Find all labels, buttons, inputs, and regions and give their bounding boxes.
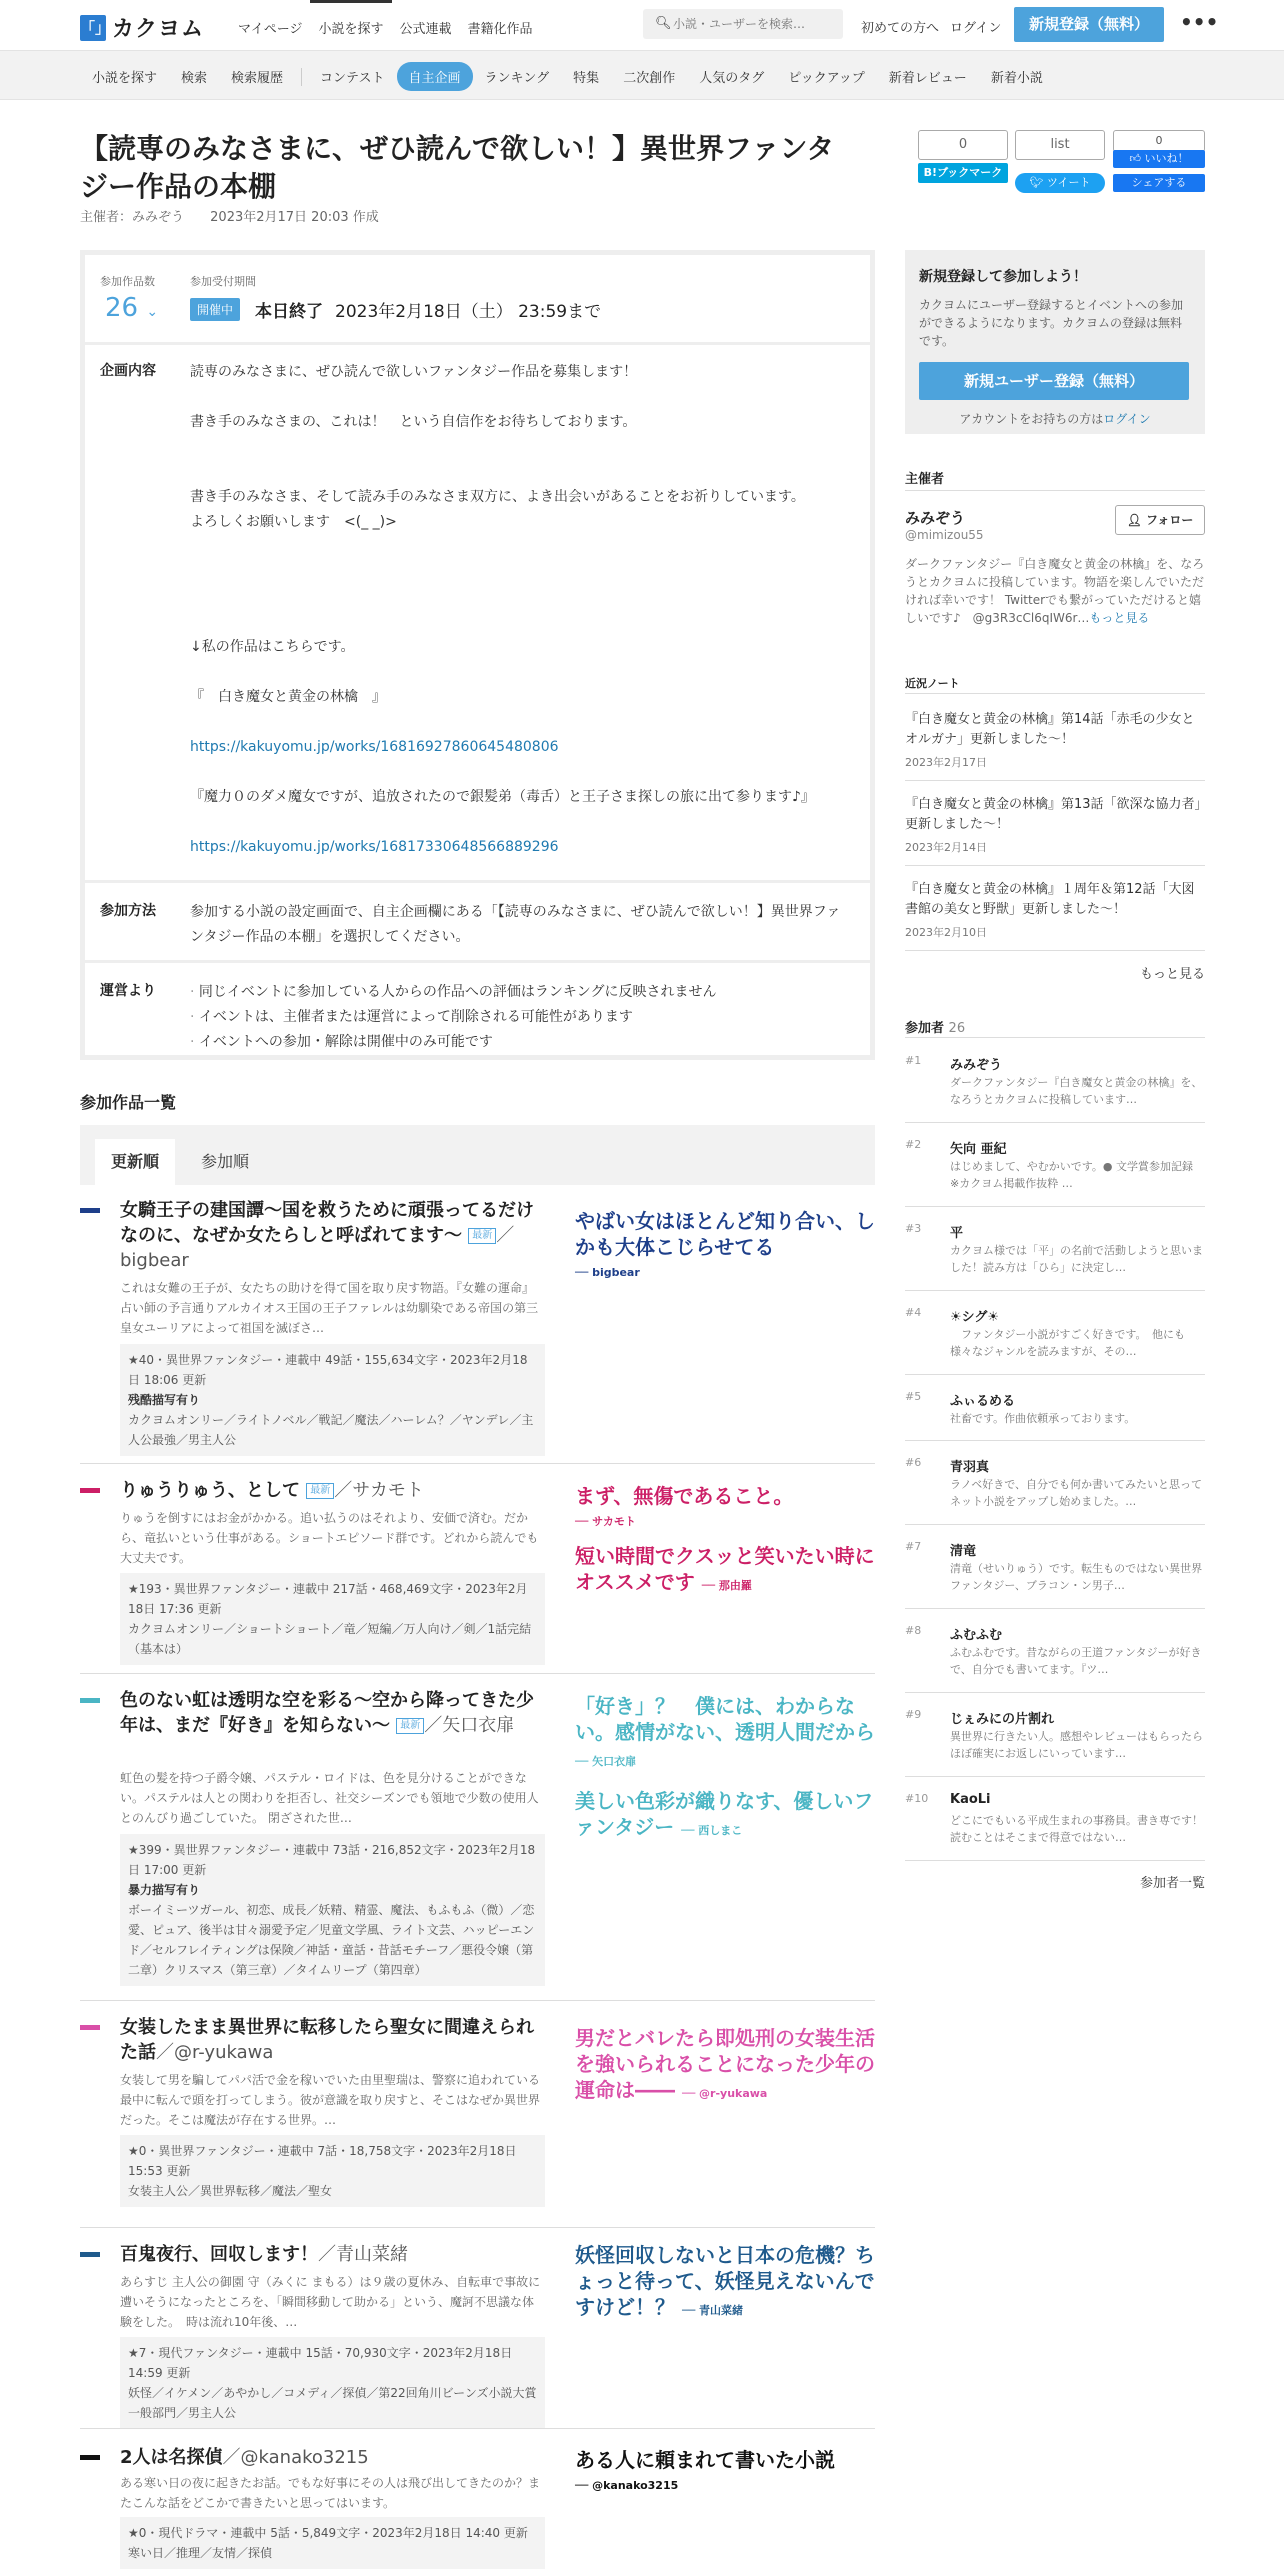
rules-list [190, 980, 850, 1055]
list-button[interactable]: list [1015, 130, 1105, 160]
nav-find-novels[interactable]: 小説を探す [310, 0, 391, 50]
subnav-find[interactable]: 小説を探す [92, 71, 158, 86]
event-info-box [80, 250, 875, 1060]
subnav-new-reviews[interactable]: 新着レビュー [888, 71, 967, 86]
work-author[interactable]: ／@r-yukawa [156, 2042, 274, 2063]
desc-line: 『 白き魔女と黄金の林檎 』 [190, 689, 386, 705]
participants-heading-text: 参加者 [905, 1021, 945, 1036]
desc-line: ↓私の作品はこちらです。 [190, 639, 355, 655]
work-title[interactable] [120, 1198, 540, 1273]
nav-official-serial[interactable]: 公式連載 [399, 22, 452, 37]
participants-heading [905, 1017, 965, 1036]
work-title-text[interactable]: 2人は名探偵 [120, 2447, 223, 2468]
catchphrase-text: 美しい色彩が織りなす、優しいファンタジー [575, 1789, 874, 1839]
catchphrase-text: 「好き」？ 僕には、わからない。感情がない、透明人間だから [575, 1694, 875, 1744]
divider [905, 1692, 1205, 1693]
work-link-2[interactable]: https://kakuyomu.jp/works/16817330648566889296 [190, 839, 559, 855]
created-date: 2023年2月17日 20:03 作成 [210, 210, 379, 225]
twitter-bird-icon: 🐦︎ [1029, 176, 1044, 189]
divider [80, 2428, 875, 2429]
work-meta [120, 1573, 545, 1665]
participant-rank: #10 [905, 1792, 929, 1805]
note-date: 2023年2月10日 [905, 926, 987, 939]
method-label: 参加方法 [100, 903, 156, 919]
status-badge: 開催中 [190, 298, 240, 321]
work-title[interactable] [120, 2015, 540, 2065]
hatena-bookmark-button[interactable]: B!ブックマーク [918, 163, 1008, 183]
work-desc: 虹色の髪を持つ子爵令嬢、パステル・ロイドは、色を見分けることができない。パステルは人との関わりを拒否し、社交シーズンでも領地で少数の使用人とのんびり過ごしていた。 閉ざされた世… [120, 1771, 539, 1825]
new-badge: 最新 [396, 1718, 424, 1734]
work-tags[interactable]: カクヨムオンリー／ライトノベル／戦記／魔法／ハーレム？／ヤンデレ／主人公最強／男主人公 [128, 1413, 534, 1447]
work-stats: ★399・異世界ファンタジー・連載中 73話・216,852文字・2023年2月18日 17:00 更新 [128, 1843, 536, 1877]
works-section-title: 参加作品一覧 [80, 1093, 177, 1112]
rule-item: · イベントは、主催者または運営によって削除される可能性があります [190, 1005, 850, 1030]
note-date: 2023年2月14日 [905, 841, 987, 854]
subnav-feature[interactable]: 特集 [573, 71, 600, 86]
work-author[interactable]: ／@kanako3215 [222, 2447, 369, 2468]
work-desc: これは女難の王子が、女たちの助けを得て国を取り戻す物語。『女難の運命』 占い師の予言通りアルカイオス王国の王子ファレルは幼馴染である帝国の第三皇女ユーリアによって祖国を滅ぼさ… [120, 1281, 541, 1335]
register-button[interactable]: 新規ユーザー登録（無料） [919, 362, 1189, 400]
work-title-text[interactable]: 女装したまま異世界に転移したら聖女に間違えられた話 [120, 2017, 534, 2063]
divider [905, 1860, 1205, 1861]
note-item[interactable] [905, 710, 1205, 770]
work-color-bar [80, 2025, 100, 2030]
divider [905, 1206, 1205, 1207]
work-author[interactable]: ／青山菜緒 [318, 2244, 408, 2265]
participant-desc: ファンタジー小説がすごく好きです。 他にも様々なジャンルを読みますが、その… [950, 1328, 1185, 1358]
catchphrase-by: ── サカモト [575, 1515, 636, 1528]
rule-item: · イベントへの参加・解除は開催中のみ可能です [190, 1030, 850, 1055]
divider [905, 1122, 1205, 1123]
participant-desc: ダークファンタジー『白き魔女と黄金の林檎』を、なろうとカクヨムに投稿しています… [950, 1076, 1203, 1106]
tab-updated-order[interactable]: 更新順 [95, 1139, 175, 1185]
catchphrase [575, 1693, 875, 1775]
catchphrase-by: ── @kanako3215 [575, 2479, 679, 2492]
new-badge: 最新 [306, 1483, 334, 1499]
logo-mark: 「」 [80, 15, 106, 41]
participants-count: 26 [948, 1021, 966, 1036]
catchphrase-text: 短い時間でクスッと笑いたい時にオススメです [575, 1544, 875, 1594]
catchphrase-by: ── 矢口衣扉 [575, 1755, 637, 1768]
note-title[interactable]: 『白き魔女と黄金の林檎』第14話「赤毛の少女とオルガナ」更新しました～！ [905, 712, 1195, 747]
divider [80, 2227, 875, 2228]
participant-desc: 清竜（せいりゅう）です。転生ものではない異世界ファンタジー、ブラコン・ン男子… [950, 1562, 1203, 1592]
works-tabs [80, 1125, 875, 1185]
catchphrase-text: ある人に頼まれて書いた小説 [575, 2448, 835, 2472]
work-meta [120, 1834, 545, 1986]
participant-rank: #9 [905, 1708, 922, 1721]
owner-id[interactable]: @mimizou55 [905, 528, 984, 542]
desc-line: よろしくお願いします <(_ _)> [190, 514, 397, 530]
ends-today: 本日終了 [255, 302, 323, 322]
participant-rank: #6 [905, 1456, 922, 1469]
login-link[interactable]: ログイン [950, 21, 1002, 36]
catchphrase [575, 2242, 875, 2324]
fb-like-count: 0 [1113, 130, 1205, 152]
participants-more-link[interactable]: 参加者一覧 [1139, 1876, 1205, 1891]
work-title-text[interactable]: 百鬼夜行、回収します！ [120, 2244, 318, 2265]
divider [905, 1440, 1205, 1441]
desc-label: 企画内容 [100, 363, 156, 379]
participant-name[interactable]: 青羽真 [950, 1460, 990, 1475]
divider [80, 2000, 875, 2001]
subnav-search[interactable]: 検索 [181, 71, 208, 86]
owner-bio [905, 555, 1205, 627]
sidebar-login-link[interactable]: ログイン [1103, 412, 1151, 426]
subnav-pickup[interactable]: ピックアップ [788, 71, 865, 86]
work-tags[interactable]: カクヨムオンリー／ショートショート／竜／短編／万人向け／剣／1話完結（基本は） [128, 1622, 532, 1656]
notes-heading: 近況ノート [905, 677, 960, 690]
divider [80, 1673, 875, 1674]
follow-button[interactable] [1115, 505, 1205, 535]
subnav-user-event[interactable]: 自主企画 [397, 62, 473, 91]
period-label: 参加受付期間 [190, 275, 256, 288]
subnav-divider [301, 68, 302, 86]
participant-desc: 異世界に行きたい人。感想やレビューはもらったらほぼ確実にお返しにいっています… [950, 1730, 1203, 1760]
search-input[interactable] [673, 13, 833, 35]
tweet-button[interactable] [1015, 173, 1105, 193]
catchphrase-by: ── @r-yukawa [681, 2087, 768, 2100]
join-box [905, 250, 1205, 434]
participant-rank: #8 [905, 1624, 922, 1637]
note-title[interactable]: 『白き魔女と黄金の林檎』第13話「欲深な協力者」更新しました～！ [905, 797, 1202, 832]
work-title-text[interactable]: りゅうりゅう、として [120, 1480, 300, 1501]
fb-share-button[interactable]: シェアする [1113, 174, 1205, 192]
notes-more-link[interactable]: もっと見る [1139, 967, 1205, 982]
divider [905, 490, 1205, 491]
nav-published-works[interactable]: 書籍化作品 [467, 22, 533, 37]
join-text: カクヨムにユーザー登録するとイベントへの参加ができるようになります。カクヨムの登録は無料です。 [919, 298, 1184, 348]
catchphrase-by: ── 西しまこ [681, 1824, 743, 1837]
page-title: 【読専のみなさまに、ぜひ読んで欲しい！】異世界ファンタジー作品の本棚 [80, 132, 835, 203]
work-title[interactable] [120, 1688, 540, 1738]
participant-name[interactable]: 矢向 亜紀 [950, 1142, 1007, 1157]
top-header [0, 0, 1284, 50]
subnav-fanfic[interactable]: 二次創作 [623, 71, 676, 86]
join-method: 参加する小説の設定画面で、自主企画欄にある「【読専のみなさまに、ぜひ読んで欲しい！】異世界ファンタジー作品の本棚」を選択してください。 [190, 904, 841, 945]
rule-item: · 同じイベントに参加している人からの作品への評価はランキングに反映されません [190, 980, 850, 1005]
work-stats: ★0・現代ドラマ・連載中 5話・5,849文字・2023年2月18日 14:40 更新 [128, 2526, 528, 2540]
note-title[interactable]: 『白き魔女と黄金の林檎』１周年＆第12話「大図書館の美女と野獣」更新しました～！ [905, 882, 1195, 917]
nav-mypage[interactable]: マイページ [238, 22, 303, 37]
more-menu-icon[interactable]: ••• [1180, 10, 1219, 34]
count-label: 参加作品数 [100, 275, 155, 288]
work-link-1[interactable]: https://kakuyomu.jp/works/16816927860645480806 [190, 739, 559, 755]
divider [80, 1463, 875, 1464]
catchphrase-2 [575, 1788, 875, 1844]
desc-line: 書き手のみなさまの、これは！ という自信作をお待ちしております。 [190, 414, 637, 430]
participant-name[interactable]: 平 [950, 1226, 964, 1241]
work-tags[interactable]: 寒い日／推理／友情／探偵 [128, 2546, 273, 2560]
work-desc: あらすじ 主人公の御園 守（みくに まもる）は９歳の夏休み、自転車で事故に遭いそうになったところを、「瞬間移動して助かる」という、魔訶不思議な体験をした。 時は流れ10年後、… [120, 2275, 541, 2329]
entry-count-value: 26 [105, 293, 139, 323]
work-tags[interactable]: 妖怪／イケメン／あやかし／コメディ／探偵／第22回角川ビーンズ小説大賞一般部門／男主人公 [128, 2386, 537, 2420]
work-tags[interactable]: 女装主人公／異世界転移／魔法／聖女 [128, 2184, 333, 2198]
subnav-popular-tags[interactable]: 人気のタグ [699, 71, 765, 86]
work-meta [120, 2337, 545, 2429]
catchphrase-text: 男だとバレたら即処刑の女装生活を強いられることになった少年の運命は―― [575, 2026, 875, 2102]
participant-name[interactable]: ☀シグ☀ [950, 1310, 1000, 1325]
work-title[interactable] [120, 1478, 540, 1503]
participant-rank: #4 [905, 1306, 922, 1319]
work-tags[interactable]: ボーイミーツガール、初恋、成長／妖精、精霊、魔法、もふもふ（微）／恋愛、ピュア、後半は甘々溺愛予定／児童文学風、ライト文芸、ハッピーエンド／セルフレイティングは保険／神話・童話・昔話モチーフ／悪役令嬢（第二章）クリスマス（第三章）／タイムリープ（第四章） [128, 1903, 535, 1977]
main-nav [230, 0, 541, 50]
work-color-bar [80, 2252, 100, 2257]
join-login-text [919, 410, 1191, 427]
sub-nav [0, 50, 1284, 100]
work-stats: ★0・異世界ファンタジー・連載中 7話・18,758文字・2023年2月18日 15:53 更新 [128, 2144, 517, 2178]
work-meta [120, 1344, 545, 1456]
event-description [190, 360, 850, 860]
work-title-text[interactable]: 色のない虹は透明な空を彩る～空から降ってきた少年は、まだ『好き』を知らない～ [120, 1690, 534, 1736]
owner-bio-text: ダークファンタジー『白き魔女と黄金の林檎』を、なろうとカクヨムに投稿しています。物語を楽しんでいただければ幸いです！ Twitterでも繋がっていただけると嬉しいです♪ @g3R3cCl6qIW6r… [905, 557, 1205, 625]
note-date: 2023年2月17日 [905, 756, 987, 769]
fb-like-button[interactable] [1113, 150, 1205, 168]
join-title: 新規登録して参加しよう！ [919, 269, 1087, 285]
signup-button[interactable]: 新規登録（無料） [1014, 7, 1164, 42]
divider [905, 1037, 1205, 1038]
work-color-bar [80, 2455, 100, 2460]
tab-joined-order[interactable]: 参加順 [201, 1152, 250, 1171]
note-item[interactable] [905, 880, 1205, 940]
work-desc: 女装して男を騙してパパ活で金を稼いでいた由里聖瑞は、警察に追われている最中に転んで頭を打ってしまう。彼が意識を取り戻すと、そこはなぜか異世界だった。そこは魔法が存在する世界。… [120, 2073, 541, 2127]
participant-desc: カクヨム様では「平」の名前で活動しようと思いました！読み方は「ひら」に決定し… [950, 1244, 1203, 1274]
work-color-bar [80, 1698, 100, 1703]
work-meta [120, 2135, 545, 2207]
desc-line: 読専のみなさまに、ぜひ読んで欲しいファンタジー作品を募集します！ [190, 364, 638, 380]
note-item[interactable] [905, 795, 1205, 855]
divider [905, 1524, 1205, 1525]
participant-desc: はじめまして、やむかいです。● 文学賞参加記録 ※カクヨム掲載作抜粋 … [950, 1160, 1204, 1190]
hatena-count: 0 [918, 130, 1008, 160]
work-stats: ★40・異世界ファンタジー・連載中 49話・155,634文字・2023年2月18日 18:06 更新 [128, 1353, 528, 1387]
search-box[interactable] [643, 9, 843, 39]
deadline [255, 297, 601, 322]
catchphrase-text: まず、無傷であること。 [575, 1484, 794, 1508]
organizer-heading: 主催者 [905, 472, 945, 487]
catchphrase [575, 1208, 875, 1286]
divider [905, 1374, 1205, 1375]
divider [905, 865, 1205, 866]
catchphrase-2 [575, 1543, 875, 1599]
catchphrase-by: ── bigbear [575, 1266, 640, 1279]
divider [85, 880, 870, 883]
chevron-down-icon: ⌄ [146, 304, 159, 320]
entry-count[interactable] [105, 293, 158, 323]
participant-desc: ラノベ好きで、自分でも何か書いてみたいと思ってネット小説をアップし始めました。… [950, 1478, 1203, 1508]
subnav-contest[interactable]: コンテスト [320, 71, 385, 86]
divider [905, 1776, 1205, 1777]
work-author[interactable]: ／bigbear [120, 1225, 515, 1271]
catchphrase-text: やばい女はほとんど知り合い、しかも大体こじらせてる [575, 1209, 875, 1259]
join-login-pre: アカウントをお持ちの方は [959, 412, 1104, 426]
divider [905, 950, 1205, 951]
work-meta [120, 2517, 545, 2569]
work-warning: 残酷描写有り [128, 1393, 201, 1407]
kakuyomu-logo[interactable] [80, 12, 204, 43]
organizer-label[interactable]: 主催者：みみぞう [80, 210, 185, 225]
participant-name[interactable]: じぇみにの片割れ [950, 1712, 1055, 1727]
deadline-date: 2023年2月18日（土） 23:59まで [335, 302, 602, 322]
work-desc: ある寒い日の夜に起きたお話。でもな好事にその人は飛び出してきたのか？またこんな話をどこかで書きたいと思ってはいます。 [120, 2476, 541, 2510]
subnav-history[interactable]: 検索履歴 [231, 71, 284, 86]
subnav-ranking[interactable]: ランキング [484, 71, 550, 86]
owner-name[interactable]: みみぞう [905, 509, 966, 527]
search-icon: 🔍︎ [655, 16, 672, 31]
participant-rank: #3 [905, 1222, 922, 1235]
logo-text: カクヨム [112, 17, 205, 42]
divider [905, 1608, 1205, 1609]
divider [905, 1290, 1205, 1291]
work-author[interactable]: ／サカモト [334, 1480, 424, 1501]
thumbs-up-icon: 👍︎ [1129, 152, 1141, 165]
catchphrase-text: 妖怪回収しないと日本の危機？ちょっと待って、妖怪見えないんですけど！？ [575, 2243, 875, 2319]
work-color-bar [80, 1488, 100, 1493]
participant-name[interactable]: KaoLi [950, 1792, 991, 1807]
work-title[interactable] [120, 2445, 540, 2470]
new-badge: 最新 [468, 1228, 496, 1244]
divider [85, 960, 870, 963]
bio-more-link[interactable]: もっと見る [1089, 611, 1150, 625]
work-stats: ★7・現代ファンタジー・連載中 15話・70,930文字・2023年2月18日 14:59 更新 [128, 2346, 513, 2380]
participant-rank: #5 [905, 1390, 922, 1403]
participant-name[interactable]: ふむふむ [950, 1628, 1003, 1643]
work-warning: 暴力描写有り [128, 1883, 201, 1897]
work-author[interactable]: ／矢口衣扉 [424, 1715, 515, 1736]
event-info-top [85, 255, 870, 345]
work-title[interactable] [120, 2242, 540, 2267]
participant-name[interactable]: みみぞう [950, 1058, 1003, 1073]
catchphrase [575, 2447, 875, 2499]
follow-label: フォロー [1146, 513, 1194, 527]
fb-like-label: いいね！ [1144, 152, 1189, 165]
work-title-text[interactable]: 女騎王子の建国譚～国を救うために頑張ってるだけなのに、なぜか女たらしと呼ばれてます～ [120, 1200, 534, 1246]
participant-rank: #1 [905, 1054, 922, 1067]
event-meta [80, 206, 401, 225]
catchphrase-by: ── 青山菜緒 [681, 2304, 744, 2317]
participant-desc: ふむふむです。昔ながらの王道ファンタジーが好きで、自分でも書いてます。『ツ… [950, 1646, 1202, 1676]
work-color-bar [80, 1208, 100, 1213]
subnav-new-novels[interactable]: 新着小説 [990, 71, 1043, 86]
participant-desc: 社畜です。作曲依頼承っております。 [950, 1412, 1136, 1425]
work-desc: りゅうを倒すにはお金がかかる。追い払うのはそれより、安価で済む。だから、竜払いという仕事がある。ショートエピソード群です。どれから読んでも大丈夫です。 [120, 1511, 539, 1565]
divider [905, 693, 1205, 694]
tweet-label: ツイート [1047, 176, 1091, 189]
participant-desc: どこにでもいる平成生まれの事務員。書き専です！読むことはそこまで得意ではない… [950, 1814, 1203, 1844]
divider [905, 780, 1205, 781]
catchphrase [575, 2025, 875, 2107]
rules-label: 運営より [100, 983, 156, 999]
work-stats: ★193・異世界ファンタジー・連載中 217話・468,469文字・2023年2月18日 17:36 更新 [128, 1582, 528, 1616]
catchphrase [575, 1483, 875, 1535]
desc-line: 『魔力０のダメ魔女ですが、追放されたので銀髪弟（毒舌）と王子さま探しの旅に出て参ります♪』 [190, 789, 815, 805]
participant-name[interactable]: 清竜 [950, 1544, 977, 1559]
desc-line: 書き手のみなさま、そして読み手のみなさま双方に、よき出会いがあることをお祈りしています。 [190, 489, 805, 505]
catchphrase-by: ── 那由羅 [701, 1579, 752, 1592]
add-user-icon: 👤︎ [1126, 513, 1142, 527]
participant-rank: #7 [905, 1540, 922, 1553]
participant-name[interactable]: ふぃるめる [950, 1394, 1016, 1409]
first-time-link[interactable]: 初めての方へ [861, 21, 940, 36]
participant-rank: #2 [905, 1138, 922, 1151]
